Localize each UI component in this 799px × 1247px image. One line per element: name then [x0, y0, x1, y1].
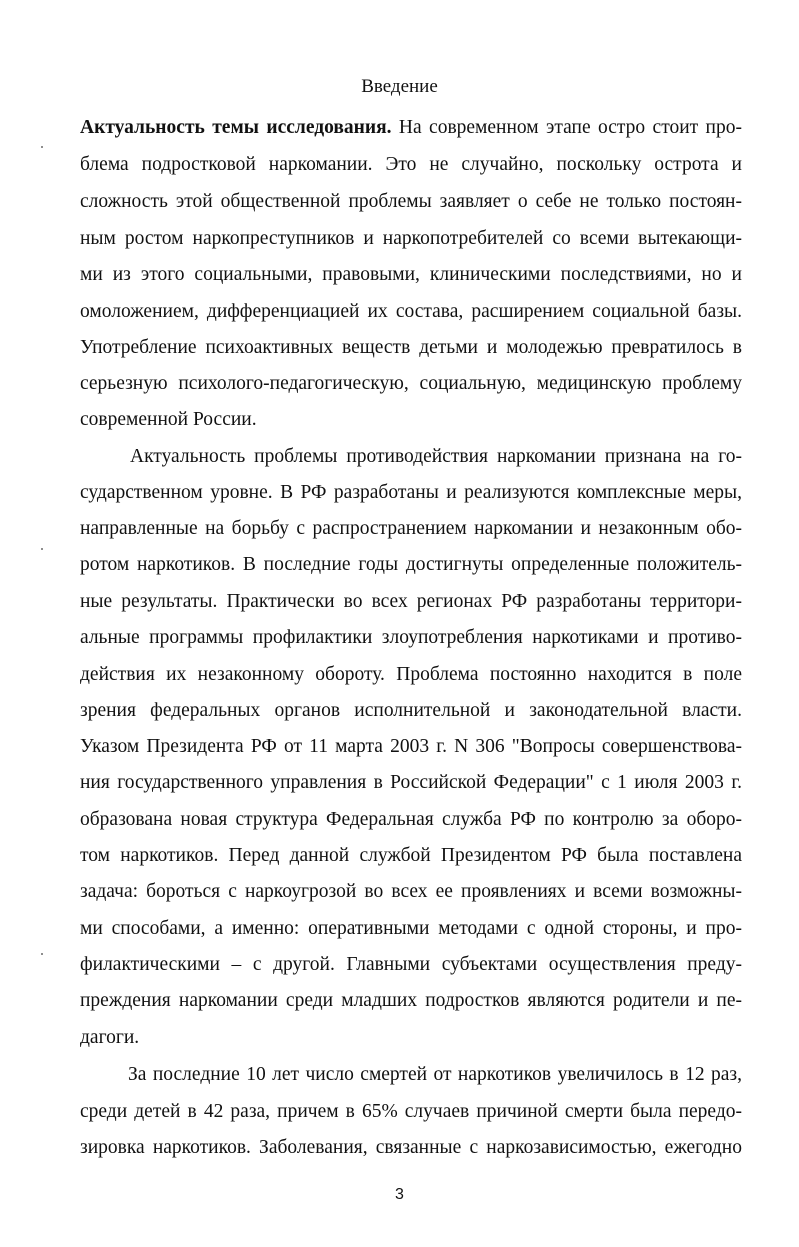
- paragraph-3-line-1: За последние 10 лет число смертей от наркотиков увеличилось в 12 раз,: [128, 1064, 742, 1085]
- paragraph-2-line-7: действия их незаконному обороту. Проблема постоянно находится в поле: [80, 664, 742, 685]
- paragraph-1-line-6: омоложением, дифференциацией их состава, расширением социальной базы.: [80, 301, 742, 322]
- paragraph-1-line-2: блема подростковой наркомании. Это не случайно, поскольку острота и: [80, 154, 742, 175]
- paragraph-2-line-4: ротом наркотиков. В последние годы достигнуты определенные положитель-: [80, 554, 742, 575]
- paragraph-2-line-6: альные программы профилактики злоупотребления наркотиками и противо-: [80, 627, 742, 648]
- paragraph-1-line-5: ми из этого социальными, правовыми, клиническими последствиями, но и: [80, 264, 742, 285]
- paragraph-2-line-8: зрения федеральных органов исполнительной и законодательной власти.: [80, 700, 742, 721]
- paragraph-3-line-3: зировка наркотиков. Заболевания, связанные с наркозависимостью, ежегодно: [80, 1137, 742, 1158]
- page-number: 3: [395, 1186, 404, 1203]
- paragraph-2-line-9: Указом Президента РФ от 11 марта 2003 г. N 306 "Вопросы совершенствова-: [80, 736, 742, 757]
- paragraph-1-lead: Актуальность темы исследования.: [80, 117, 392, 138]
- paragraph-2-line-2: сударственном уровне. В РФ разработаны и реализуются комплексные меры,: [80, 482, 742, 503]
- paragraph-1-line-4: ным ростом наркопреступников и наркопотребителей со всеми вытекающи-: [80, 228, 742, 249]
- paragraph-1-line-1: [80, 113, 742, 143]
- paragraph-2-line-3: направленные на борьбу с распространением наркомании и незаконным обо-: [80, 518, 742, 539]
- paragraph-1-line-1-text: На современном этапе остро стоит про-: [391, 117, 742, 138]
- paragraph-2-line-11: образована новая структура Федеральная служба РФ по контролю за оборо-: [80, 809, 742, 830]
- paragraph-1-line-8: серьезную психолого-педагогическую, социальную, медицинскую проблему: [80, 373, 742, 394]
- scan-speck: [41, 953, 43, 955]
- paragraph-2-line-1: Актуальность проблемы противодействия наркомании признана на го-: [130, 446, 742, 467]
- paragraph-2-line-5: ные результаты. Практически во всех регионах РФ разработаны территори-: [80, 591, 742, 612]
- paragraph-2-line-12: том наркотиков. Перед данной службой Президентом РФ была поставлена: [80, 845, 742, 866]
- paragraph-3-line-2: среди детей в 42 раза, причем в 65% случаев причиной смерти была передо-: [80, 1101, 742, 1122]
- section-heading: Введение: [361, 76, 438, 97]
- scan-speck: [41, 146, 43, 148]
- paragraph-1-line-3: сложность этой общественной проблемы заявляет о себе не только постоян-: [80, 191, 742, 212]
- paragraph-2-line-16: преждения наркомании среди младших подростков являются родители и пе-: [80, 990, 742, 1011]
- paragraph-2-line-15: филактическими – с другой. Главными субъектами осуществления преду-: [80, 954, 742, 975]
- paragraph-2-line-10: ния государственного управления в Российской Федерации" с 1 июля 2003 г.: [80, 772, 742, 793]
- paragraph-2-line-17: дагоги.: [80, 1027, 140, 1048]
- paragraph-1-line-9: современной России.: [80, 409, 257, 430]
- paragraph-1-line-7: Употребление психоактивных веществ детьми и молодежью превратилось в: [80, 337, 742, 358]
- paragraph-2-line-13: задача: бороться с наркоугрозой во всех ее проявлениях и всеми возможны-: [80, 881, 742, 902]
- paragraph-2-line-14: ми способами, а именно: оперативными методами с одной стороны, и про-: [80, 918, 742, 939]
- scan-speck: [41, 548, 43, 550]
